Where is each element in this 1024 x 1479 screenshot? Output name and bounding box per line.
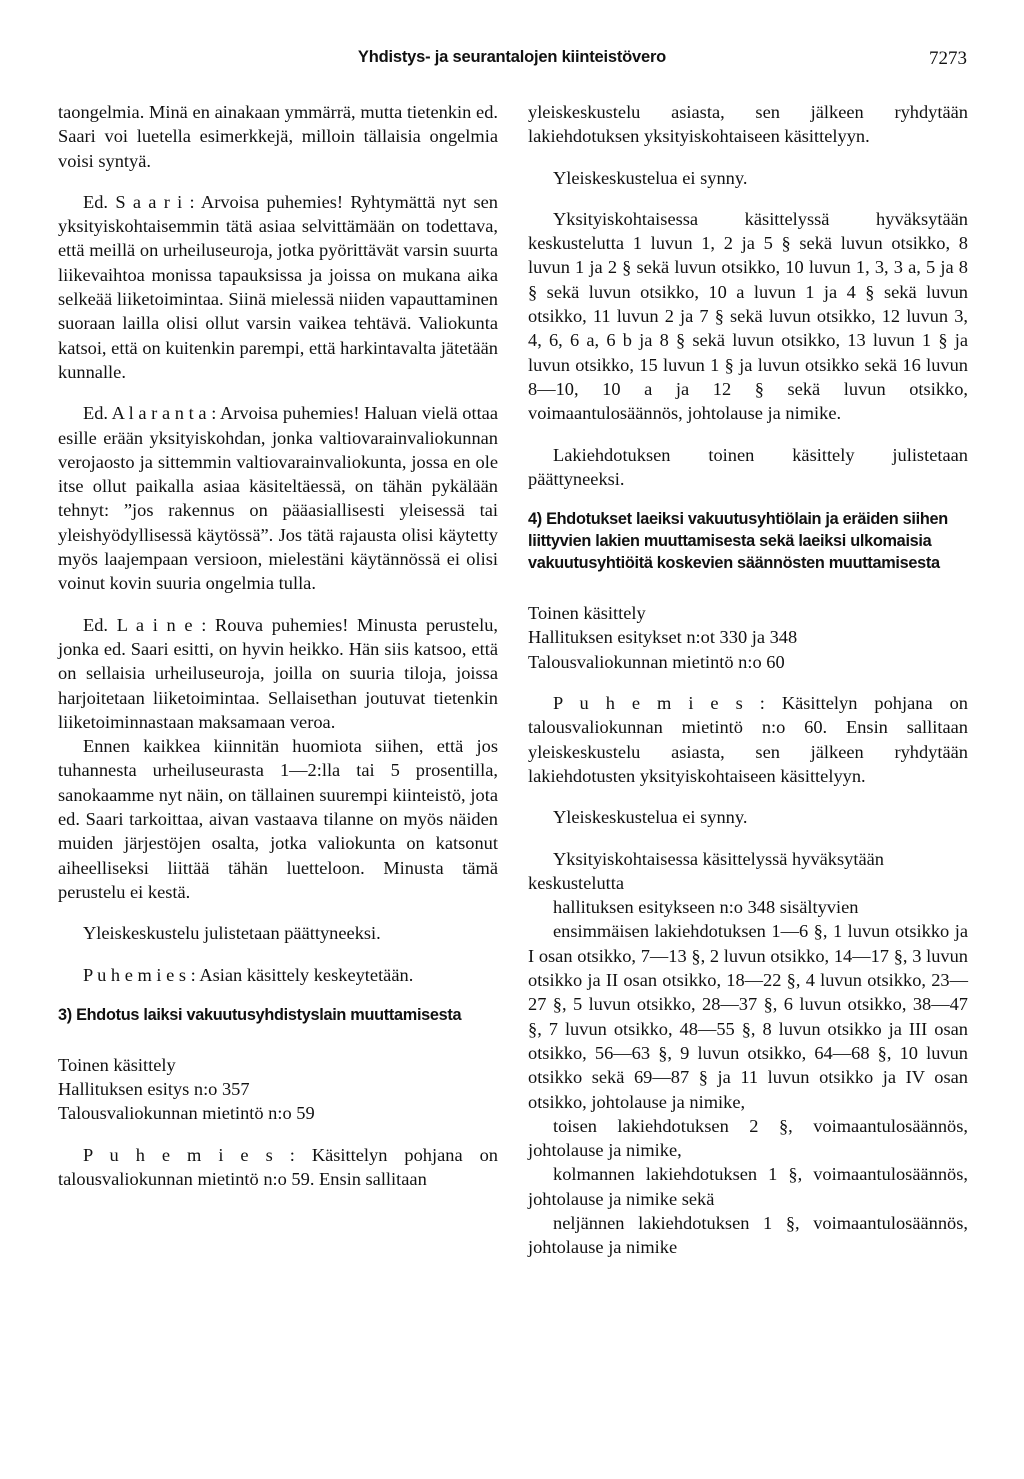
- list-item: ensimmäisen lakiehdotuksen 1—6 §, 1 luvun otsikko ja I osan otsikko, 7—13 §, 2 luvun otsikko, 14—17 §, 3 luvun otsikko ja II osan otsikko, 18—22 §, 4 luvun otsikko, 23—27 §, 5 luvun otsikko, 28—37 §, 6 luvun otsikko, 38—47 §, 7 luvun otsikko, 48—55 §, 8 luvun otsikko ja III osan otsikko, 56—63 §, 9 luvun otsikko, 64—68 §, 10 luvun otsikko sekä 69—87 § ja 11 luvun otsikko ja IV osan otsikko, johtolause ja nimike,: [528, 921, 968, 1112]
- info-line: Toinen käsittely: [528, 603, 646, 624]
- speech-text: Arvoisa puhemies! Haluan vielä ottaa esille erään yksityiskohdan, jonka valtiovarainvaliokunnan verojaosto ja sittemmin valtiovarainvaliokunta, jossa en ole itse ollut paikalla asiaa käsiteltäessä, on tähän pykälään tehnyt: ”jos rakennus on pääasiallisesti yleisessä tai yleishyödyllisessä käytössä”. Jos tätä rajausta olisi käytetty myös laajempaan versioon, mielestäni käytännössä ei olisi voinut kovin suuria ongelmia tulla.: [58, 403, 499, 594]
- speech-text: Käsittelyn pohjana on talousvaliokunnan mietintö n:o 60. Ensin sallitaan yleiskeskustelu asiasta, sen jälkeen ryhdytään lakiehdotusten yksityiskohtaiseen käsittelyyn.: [528, 693, 968, 786]
- speech-saari: [58, 190, 498, 384]
- speech-laine: [58, 613, 498, 734]
- speech-puhemies: [528, 691, 968, 788]
- section-heading-3: 3) Ehdotus laiksi vakuutusyhdistyslain muuttamisesta: [58, 1005, 462, 1024]
- paragraph: Yleiskeskustelua ei synny.: [553, 807, 748, 828]
- paragraph: yleiskeskustelu asiasta, sen jälkeen ryhdytään lakiehdotuksen yksityiskohtaiseen käsittelyyn.: [528, 102, 968, 147]
- paragraph: taongelmia. Minä en ainakaan ymmärrä, mutta tietenkin ed. Saari voi luetella esimerkkejä, milloin tällaisia ongelmia voisi syntyä.: [58, 102, 498, 171]
- paragraph: Yleiskeskustelua ei synny.: [553, 167, 748, 188]
- paragraph: Yksityiskohtaisessa käsittelyssä hyväksytään keskustelutta 1 luvun 1, 2 ja 5 § sekä luvun otsikko, 8 luvun 1 ja 2 § sekä luvun otsikko, 10 luvun 1, 3, 3 a, 5 ja 8 § sekä luvun otsikko, 10 a luvun 1 ja 4 § sekä luvun otsikko, 11 luvun 2 ja 7 § sekä luvun otsikko, 12 luvun 3, 4, 6, 6 a, 6 b ja 8 § sekä luvun otsikko, 13 luvun 1 § ja luvun otsikko, 15 luvun 1 § ja luvun otsikko sekä 16 luvun 8—10, 10 a ja 12 § sekä luvun otsikko, voimaantulosäännös, johtolause ja nimike.: [528, 208, 968, 424]
- list-item: hallituksen esitykseen n:o 348 sisältyvien: [553, 897, 859, 918]
- info-line: Hallituksen esitykset n:ot 330 ja 348: [528, 627, 798, 648]
- speaker-name: Ed. A l a r a n t a :: [83, 403, 217, 424]
- info-line: Talousvaliokunnan mietintö n:o 59: [58, 1103, 315, 1124]
- paragraph: Yksityiskohtaisessa käsittelyssä hyväksytään keskustelutta: [528, 848, 884, 893]
- section-heading-4: 4) Ehdotukset laeiksi vakuutusyhtiölain ja eräiden siihen liittyvien lakien muuttamisesta sekä laeiksi ulkomaisia vakuutusyhtiöitä koskevien säännösten muuttamisesta: [528, 510, 948, 573]
- right-column: [528, 100, 968, 1260]
- speech-text: Arvoisa puhemies! Ryhtymättä nyt sen yksityiskohtaisemmin tätä asiaa selvittämään on todettava, että meillä on urheiluseuroja, jotka pyörittävät varsin suurta liikevaihtoa monissa tapauksissa ja joissa on mukana aika selkeää liiketoimintaa. Siinä mielessä niiden vapauttaminen suoraan lailla olisi ollut varsin vaikea tehtävä. Valiokunta katsoi, että on kuitenkin parempi, että harkintavalta jätetään kunnalle.: [58, 191, 498, 382]
- speech-text: Käsittelyn pohjana on talousvaliokunnan mietintö n:o 59. Ensin sallitaan: [58, 1144, 498, 1189]
- speaker-name: P u h e m i e s :: [83, 1144, 295, 1165]
- speaker-name: Ed. S a a r i :: [83, 191, 195, 212]
- speech-text: Asian käsittely keskeytetään.: [195, 964, 414, 985]
- list-item: toisen lakiehdotuksen 2 §, voimaantulosäännös, johtolause ja nimike,: [528, 1115, 968, 1161]
- paragraph: Ennen kaikkea kiinnitän huomiota siihen, että jos tuhannesta urheiluseurasta 1—2:lla tai 5 prosentilla, sanokaamme nyt näin, on tällainen suurempi kiinteistö, jota ed. Saari tarkoittaa, aivan vastaava tilanne on myös näiden muiden järjestöjen osalta, jotka valiokunta on katsonut aiheelliseksi liittää tähän luetteloon. Minusta tämä perustelu ei kestä.: [58, 736, 498, 902]
- speaker-name: P u h e m i e s :: [83, 964, 196, 985]
- left-column: [58, 100, 498, 1191]
- paragraph: Lakiehdotuksen toinen käsittely julistetaan päättyneeksi.: [528, 444, 968, 489]
- speech-text: Rouva puhemies! Minusta perustelu, jonka ed. Saari esitti, on hyvin heikko. Hän siis katsoo, että on sellaisia urheiluseuroja, joilla on suuria tiloja, joissa harjoitetaan liiketoimintaa. Sellaisethan joutuvat tietenkin liiketoiminnastaan maksamaan veroa.: [58, 614, 498, 732]
- speaker-name: P u h e m i e s :: [553, 693, 765, 714]
- list-item: kolmannen lakiehdotuksen 1 §, voimaantulosäännös, johtolause ja nimike sekä: [528, 1164, 968, 1209]
- list-item: neljännen lakiehdotuksen 1 §, voimaantulosäännös, johtolause ja nimike: [528, 1212, 968, 1258]
- page-header: [57, 48, 967, 74]
- info-line: Talousvaliokunnan mietintö n:o 60: [528, 651, 785, 672]
- page-number: 7273: [929, 48, 967, 69]
- info-line: Toinen käsittely: [58, 1054, 176, 1075]
- paragraph: Yleiskeskustelu julistetaan päättyneeksi.: [83, 923, 381, 944]
- speech-alaranta: [58, 401, 498, 595]
- info-line: Hallituksen esitys n:o 357: [58, 1079, 250, 1100]
- speech-puhemies: [58, 1143, 498, 1192]
- running-title: Yhdistys- ja seurantalojen kiinteistövero: [357, 48, 667, 66]
- speaker-name: Ed. L a i n e :: [83, 614, 207, 635]
- speech-puhemies: [58, 963, 498, 987]
